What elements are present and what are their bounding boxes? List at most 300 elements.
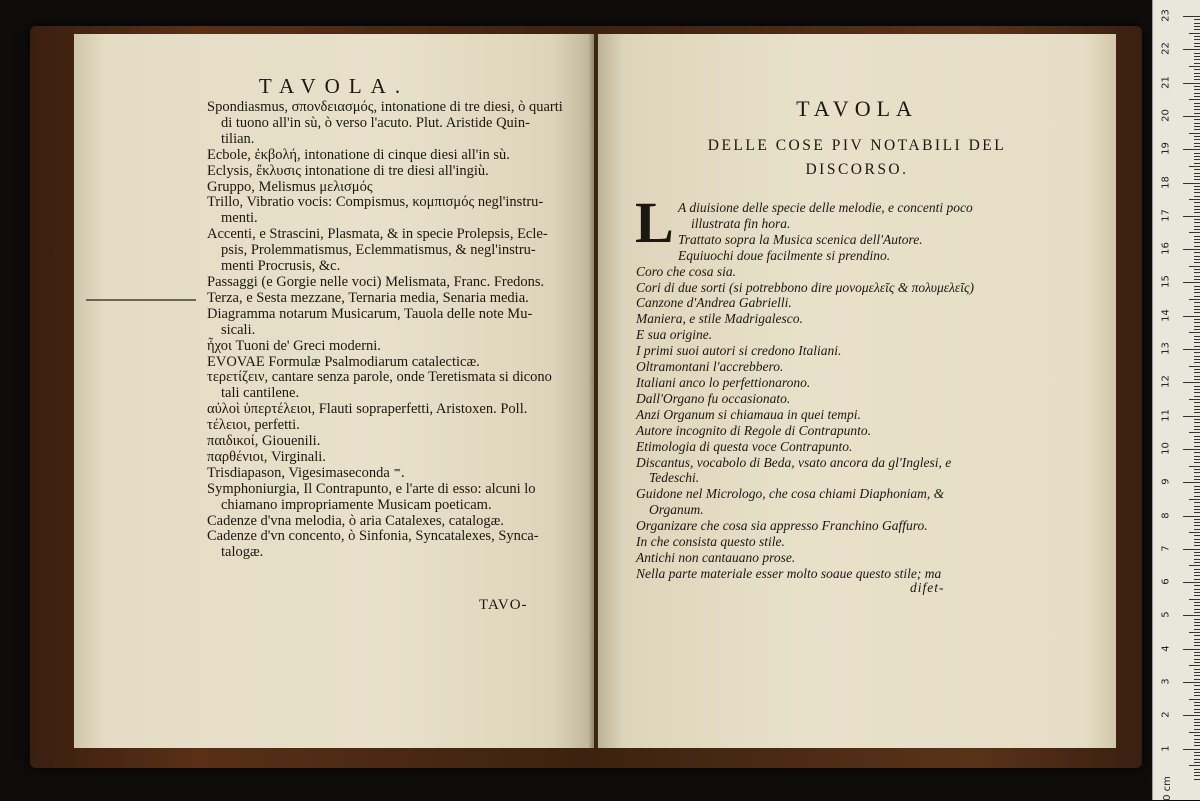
index-entry — [636, 407, 1076, 423]
entry-line: Nella parte materiale esser molto soaue questo stile; ma — [636, 565, 942, 581]
right-title: TAVOLA — [796, 96, 918, 121]
ruler-minor-tick — [1194, 679, 1200, 680]
ruler-minor-tick — [1189, 166, 1200, 167]
ruler-minor-tick — [1194, 113, 1200, 114]
entry-line: Organizare che cosa sia appresso Franchino Gaffuro. — [636, 518, 928, 534]
entry-line: Cori di due sorti (si potrebbono dire μονομελεῖς & πολυμελεῖς) — [636, 279, 974, 295]
ruler-major-tick — [1183, 516, 1200, 517]
entry-line: Spondiasmus, σπονδειασμός, intonatione di tre diesi, ò quarti — [207, 99, 563, 115]
ruler-minor-tick — [1194, 296, 1200, 297]
ruler-major-tick — [1183, 382, 1200, 383]
ruler-minor-tick — [1194, 462, 1200, 463]
ruler-minor-tick — [1194, 509, 1200, 510]
ruler-minor-tick — [1194, 173, 1200, 174]
ruler-number: 3 — [1160, 678, 1172, 685]
entry-line: A diuisione delle specie delle melodie, e concenti poco — [678, 200, 973, 215]
ruler-minor-tick — [1194, 645, 1200, 646]
ruler-minor-tick — [1194, 525, 1200, 526]
ruler-minor-tick — [1189, 665, 1200, 666]
ruler-minor-tick — [1194, 219, 1200, 220]
entry-line: αὐλοὶ ὑπερτέλειοι, Flauti sopraperfetti, Aristoxen. Poll. — [207, 401, 528, 418]
entry-line: Etimologia di questa voce Contrapunto. — [636, 438, 853, 454]
index-entry — [636, 200, 1076, 232]
ruler-minor-tick — [1194, 329, 1200, 330]
ruler-minor-tick — [1194, 759, 1200, 760]
ruler-minor-tick — [1194, 522, 1200, 523]
ruler-number: 22 — [1160, 42, 1172, 56]
entry-line: Cadenze d'vn concento, ò Sinfonia, Syncatalexes, Synca- — [207, 528, 539, 545]
index-entry — [636, 264, 1076, 280]
ruler-number: 23 — [1160, 9, 1172, 22]
ruler-minor-tick — [1194, 735, 1200, 736]
entry-line: illustrata fin hora. — [691, 215, 791, 231]
entry-line: EVOVAE Formulæ Psalmodiarum catalecticæ. — [207, 353, 480, 370]
ruler-minor-tick — [1194, 146, 1200, 147]
ruler-minor-tick — [1194, 555, 1200, 556]
ruler-minor-tick — [1194, 309, 1200, 310]
ruler-minor-tick — [1194, 262, 1200, 263]
ruler-minor-tick — [1194, 29, 1200, 30]
ruler-minor-tick — [1194, 436, 1200, 437]
index-entry — [207, 370, 587, 402]
ruler-minor-tick — [1194, 376, 1200, 377]
ruler-minor-tick — [1194, 103, 1200, 104]
ruler-minor-tick — [1194, 276, 1200, 277]
entry-line: Oltramontani l'accrebbero. — [636, 359, 784, 375]
ruler-number: 1 — [1160, 744, 1172, 752]
entry-line: E sua origine. — [636, 327, 713, 343]
ruler-minor-tick — [1194, 46, 1200, 47]
entry-line: psis, Prolemmatismus, Eclemmatismus, & negl'instru- — [221, 242, 536, 259]
index-entry — [636, 280, 1076, 296]
index-entry — [636, 518, 1076, 534]
entry-line: Trisdiapason, Vigesimaseconda ⁼. — [207, 464, 405, 481]
ruler-minor-tick — [1189, 66, 1200, 67]
entry-line: παρθένιοι, Virginali. — [207, 448, 326, 465]
ruler-minor-tick — [1194, 156, 1200, 157]
ruler-number: 20 — [1160, 109, 1172, 122]
index-entry — [636, 232, 1076, 248]
ruler-minor-tick — [1194, 369, 1200, 370]
entry-line: menti Procrusis, &c. — [221, 258, 341, 275]
ruler-minor-tick — [1194, 169, 1200, 170]
ruler-minor-tick — [1189, 732, 1200, 733]
entry-line: Trattato sopra la Musica scenica dell'Autore. — [678, 231, 923, 247]
ruler-number: 17 — [1160, 208, 1172, 222]
ruler-minor-tick — [1194, 512, 1200, 513]
ruler-minor-tick — [1194, 242, 1200, 243]
ruler-minor-tick — [1194, 535, 1200, 536]
ruler-minor-tick — [1194, 206, 1200, 207]
ruler-number: 2 — [1160, 711, 1172, 718]
ruler-minor-tick — [1194, 659, 1200, 660]
ruler-minor-tick — [1194, 269, 1200, 270]
index-entry — [636, 359, 1076, 375]
entry-line: Guidone nel Micrologo, che cosa chiami Diaphoniam, & — [636, 486, 945, 502]
ruler-minor-tick — [1194, 222, 1200, 223]
ruler-minor-tick — [1194, 406, 1200, 407]
ruler-minor-tick — [1194, 595, 1200, 596]
margin-rule — [86, 299, 196, 301]
ruler-minor-tick — [1189, 599, 1200, 600]
right-subtitle — [598, 134, 1116, 182]
entry-line: τερετίζειν, cantare senza parole, onde Teretismata si dicono — [207, 369, 552, 386]
ruler-minor-tick — [1194, 689, 1200, 690]
ruler-minor-tick — [1194, 559, 1200, 560]
ruler-minor-tick — [1194, 389, 1200, 390]
ruler-minor-tick — [1194, 772, 1200, 773]
ruler-minor-tick — [1194, 452, 1200, 453]
ruler-number: 6 — [1160, 578, 1172, 585]
ruler-minor-tick — [1194, 589, 1200, 590]
ruler-minor-tick — [1194, 729, 1200, 730]
ruler-minor-tick — [1189, 299, 1200, 300]
ruler-minor-tick — [1194, 672, 1200, 673]
index-entry — [207, 307, 587, 339]
ruler-minor-tick — [1194, 189, 1200, 190]
ruler-minor-tick — [1194, 685, 1200, 686]
ruler-minor-tick — [1194, 143, 1200, 144]
ruler-minor-tick — [1194, 542, 1200, 543]
ruler-minor-tick — [1194, 479, 1200, 480]
ruler-minor-tick — [1194, 36, 1200, 37]
ruler-minor-tick — [1194, 442, 1200, 443]
ruler-minor-tick — [1194, 622, 1200, 623]
ruler-minor-tick — [1194, 386, 1200, 387]
ruler-minor-tick — [1194, 202, 1200, 203]
ruler-minor-tick — [1194, 239, 1200, 240]
ruler-minor-tick — [1194, 519, 1200, 520]
ruler-major-tick — [1183, 249, 1200, 250]
entry-line: Symphoniurgia, Il Contrapunto, e l'arte di esso: alcuni lo — [207, 480, 536, 497]
ruler-minor-tick — [1194, 709, 1200, 710]
ruler-minor-tick — [1194, 126, 1200, 127]
ruler-minor-tick — [1194, 496, 1200, 497]
ruler-major-tick — [1183, 649, 1200, 650]
ruler-minor-tick — [1194, 306, 1200, 307]
ruler-minor-tick — [1194, 506, 1200, 507]
ruler-number: 11 — [1160, 408, 1172, 422]
ruler-minor-tick — [1194, 136, 1200, 137]
ruler-number: 5 — [1160, 611, 1172, 619]
ruler-minor-tick — [1194, 19, 1200, 20]
left-index-entries — [207, 100, 587, 561]
entry-line: Passaggi (e Gorgie nelle voci) Melismata, Franc. Fredons. — [207, 273, 545, 290]
ruler-minor-tick — [1194, 669, 1200, 670]
entry-line: Anzi Organum si chiamaua in quei tempi. — [636, 406, 861, 422]
ruler-minor-tick — [1194, 762, 1200, 763]
ruler-major-tick — [1183, 316, 1200, 317]
ruler-number: 15 — [1160, 275, 1172, 289]
index-entry — [636, 311, 1076, 327]
ruler-minor-tick — [1194, 106, 1200, 107]
left-catchword: TAVO- — [479, 597, 528, 613]
ruler-minor-tick — [1194, 612, 1200, 613]
right-catchword: difet- — [910, 580, 945, 595]
ruler-minor-tick — [1194, 259, 1200, 260]
ruler-minor-tick — [1194, 629, 1200, 630]
ruler-minor-tick — [1194, 402, 1200, 403]
ruler-minor-tick — [1194, 446, 1200, 447]
ruler-minor-tick — [1189, 765, 1200, 766]
ruler-minor-tick — [1194, 755, 1200, 756]
ruler-major-tick — [1183, 149, 1200, 150]
ruler-minor-tick — [1194, 119, 1200, 120]
ruler-minor-tick — [1194, 572, 1200, 573]
entry-line: Organum. — [649, 502, 704, 518]
ruler-minor-tick — [1194, 123, 1200, 124]
ruler-minor-tick — [1194, 26, 1200, 27]
ruler-minor-tick — [1194, 79, 1200, 80]
ruler-minor-tick — [1194, 695, 1200, 696]
entry-line: Tedeschi. — [649, 470, 700, 486]
ruler-number: 16 — [1160, 242, 1172, 255]
ruler-minor-tick — [1194, 236, 1200, 237]
ruler-minor-tick — [1194, 569, 1200, 570]
ruler-minor-tick — [1194, 722, 1200, 723]
ruler-minor-tick — [1194, 492, 1200, 493]
ruler-minor-tick — [1194, 579, 1200, 580]
ruler-minor-tick — [1189, 532, 1200, 533]
ruler-minor-tick — [1194, 396, 1200, 397]
ruler-minor-tick — [1194, 592, 1200, 593]
ruler-minor-tick — [1194, 702, 1200, 703]
subtitle-line: DISCORSO. — [805, 161, 909, 178]
index-entry — [207, 466, 587, 482]
index-entry — [636, 343, 1076, 359]
ruler-minor-tick — [1194, 279, 1200, 280]
ruler-minor-tick — [1194, 352, 1200, 353]
ruler-minor-tick — [1194, 639, 1200, 640]
ruler-minor-tick — [1194, 426, 1200, 427]
ruler-minor-tick — [1194, 392, 1200, 393]
ruler-minor-tick — [1194, 179, 1200, 180]
index-entry — [207, 291, 587, 307]
ruler-minor-tick — [1194, 229, 1200, 230]
ruler-minor-tick — [1194, 705, 1200, 706]
right-index-entries — [636, 200, 1076, 582]
entry-line: τέλειοι, perfetti. — [207, 417, 300, 434]
ruler-minor-tick — [1189, 133, 1200, 134]
ruler-number: 19 — [1160, 142, 1172, 156]
entry-line: menti. — [221, 210, 258, 227]
ruler-minor-tick — [1194, 456, 1200, 457]
entry-line: Canzone d'Andrea Gabrielli. — [636, 295, 792, 311]
ruler-minor-tick — [1194, 322, 1200, 323]
ruler-minor-tick — [1194, 209, 1200, 210]
ruler-minor-tick — [1194, 63, 1200, 64]
index-entry — [207, 355, 587, 371]
ruler-minor-tick — [1189, 432, 1200, 433]
entry-line: Antichi non cantauano prose. — [636, 549, 796, 565]
index-entry — [207, 227, 587, 275]
ruler-minor-tick — [1194, 552, 1200, 553]
ruler-minor-tick — [1194, 439, 1200, 440]
entry-line: talogæ. — [221, 544, 264, 561]
ruler-minor-tick — [1194, 372, 1200, 373]
index-entry — [636, 423, 1076, 439]
ruler-minor-tick — [1194, 575, 1200, 576]
ruler-major-tick — [1183, 715, 1200, 716]
entry-line: Italiani anco lo perfettionarono. — [636, 374, 811, 390]
ruler-minor-tick — [1194, 56, 1200, 57]
entry-line: Discantus, vocabolo di Beda, vsato ancora da gl'Inglesi, e — [636, 454, 952, 470]
ruler-minor-tick — [1194, 89, 1200, 90]
ruler-minor-tick — [1194, 486, 1200, 487]
entry-line: sicali. — [221, 321, 256, 338]
index-entry — [636, 486, 1076, 518]
entry-line: Trillo, Vibratio vocis: Compismus, κομπισμός negl'instru- — [207, 194, 544, 211]
ruler-minor-tick — [1194, 212, 1200, 213]
ruler-minor-tick — [1194, 719, 1200, 720]
ruler-minor-tick — [1194, 752, 1200, 753]
ruler-minor-tick — [1194, 619, 1200, 620]
entry-line: παιδικοί, Giouenili. — [207, 433, 321, 450]
ruler-minor-tick — [1194, 459, 1200, 460]
left-running-head: TAVOLA. — [258, 74, 410, 98]
index-entry — [207, 514, 587, 530]
entry-line: Ecbole, ἐκβολή, intonatione di cinque diesi all'in sù. — [207, 146, 510, 163]
index-entry — [636, 391, 1076, 407]
ruler-minor-tick — [1194, 739, 1200, 740]
index-entry — [207, 418, 587, 434]
ruler-minor-tick — [1194, 163, 1200, 164]
ruler-major-tick — [1183, 749, 1200, 750]
drop-cap: L — [635, 190, 674, 255]
ruler-major-tick — [1183, 116, 1200, 117]
index-entry — [207, 339, 587, 355]
ruler-major-tick — [1183, 682, 1200, 683]
entry-line: Cadenze d'vna melodia, ò aria Catalexes, catalogæ. — [207, 512, 504, 529]
ruler-minor-tick — [1194, 652, 1200, 653]
ruler-minor-tick — [1194, 655, 1200, 656]
ruler-minor-tick — [1194, 472, 1200, 473]
ruler-minor-tick — [1194, 476, 1200, 477]
ruler-minor-tick — [1194, 409, 1200, 410]
index-entry — [207, 275, 587, 291]
ruler-minor-tick — [1194, 53, 1200, 54]
index-entry — [636, 295, 1076, 311]
ruler-number: 13 — [1160, 342, 1172, 355]
ruler-minor-tick — [1194, 635, 1200, 636]
ruler-number: 7 — [1160, 545, 1172, 552]
ruler-minor-tick — [1194, 289, 1200, 290]
ruler-minor-tick — [1194, 779, 1200, 780]
ruler-minor-tick — [1194, 422, 1200, 423]
entry-line: Dall'Organo fu occasionato. — [636, 390, 791, 406]
ruler-major-tick — [1183, 582, 1200, 583]
entry-line: tali cantilene. — [221, 385, 300, 402]
index-entry — [636, 248, 1076, 264]
ruler-minor-tick — [1194, 585, 1200, 586]
entry-line: Accenti, e Strascini, Plasmata, & in specie Prolepsis, Ecle- — [207, 226, 548, 243]
ruler-minor-tick — [1194, 109, 1200, 110]
ruler-minor-tick — [1194, 69, 1200, 70]
index-entry — [207, 195, 587, 227]
ruler-minor-tick — [1194, 359, 1200, 360]
index-entry — [207, 100, 587, 148]
ruler-minor-tick — [1189, 366, 1200, 367]
entry-line: Eclysis, ἔκλυσις intonatione di tre diesi all'ingiù. — [207, 162, 489, 179]
ruler-major-tick — [1183, 349, 1200, 350]
entry-line: Terza, e Sesta mezzane, Ternaria media, Senaria media. — [207, 289, 529, 306]
measurement-ruler — [1152, 0, 1200, 800]
ruler-minor-tick — [1189, 399, 1200, 400]
ruler-minor-tick — [1194, 379, 1200, 380]
ruler-minor-tick — [1189, 632, 1200, 633]
ruler-minor-tick — [1189, 565, 1200, 566]
ruler-minor-tick — [1189, 232, 1200, 233]
ruler-minor-tick — [1189, 332, 1200, 333]
subtitle-line: DELLE COSE PIV NOTABILI DEL — [707, 137, 1007, 154]
index-entry — [207, 180, 587, 196]
ruler-minor-tick — [1189, 466, 1200, 467]
ruler-minor-tick — [1194, 336, 1200, 337]
ruler-minor-tick — [1194, 342, 1200, 343]
ruler-minor-tick — [1194, 562, 1200, 563]
ruler-minor-tick — [1194, 252, 1200, 253]
ruler-minor-tick — [1194, 226, 1200, 227]
entry-line: Autore incognito di Regole di Contrapunto. — [636, 422, 871, 438]
ruler-minor-tick — [1194, 742, 1200, 743]
index-entry — [207, 482, 587, 514]
index-entry — [636, 455, 1076, 487]
ruler-minor-tick — [1194, 469, 1200, 470]
ruler-minor-tick — [1194, 312, 1200, 313]
ruler-minor-tick — [1189, 199, 1200, 200]
ruler-minor-tick — [1194, 196, 1200, 197]
ruler-minor-tick — [1189, 99, 1200, 100]
ruler-unit-label: 0 cm — [1161, 776, 1173, 801]
ruler-major-tick — [1183, 449, 1200, 450]
ruler-minor-tick — [1194, 625, 1200, 626]
ruler-minor-tick — [1194, 725, 1200, 726]
ruler-minor-tick — [1194, 775, 1200, 776]
ruler-major-tick — [1183, 183, 1200, 184]
ruler-minor-tick — [1194, 745, 1200, 746]
entry-line: tilian. — [221, 130, 255, 147]
ruler-minor-tick — [1194, 419, 1200, 420]
ruler-major-tick — [1183, 16, 1200, 17]
ruler-minor-tick — [1194, 356, 1200, 357]
ruler-major-tick — [1183, 482, 1200, 483]
index-entry — [636, 375, 1076, 391]
index-entry — [207, 434, 587, 450]
ruler-number: 14 — [1160, 308, 1172, 322]
ruler-number: 12 — [1160, 375, 1172, 389]
ruler-minor-tick — [1194, 319, 1200, 320]
ruler-minor-tick — [1189, 266, 1200, 267]
entry-line: chiamano impropriamente Musicam poeticam. — [221, 496, 492, 513]
index-entry — [636, 566, 1076, 582]
ruler-minor-tick — [1194, 489, 1200, 490]
ruler-minor-tick — [1189, 699, 1200, 700]
ruler-minor-tick — [1194, 246, 1200, 247]
index-entry — [207, 164, 587, 180]
ruler-major-tick — [1183, 549, 1200, 550]
ruler-minor-tick — [1194, 76, 1200, 77]
ruler-minor-tick — [1194, 139, 1200, 140]
ruler-minor-tick — [1194, 502, 1200, 503]
ruler-minor-tick — [1194, 769, 1200, 770]
entry-line: Coro che cosa sia. — [636, 263, 736, 279]
ruler-minor-tick — [1194, 529, 1200, 530]
ruler-minor-tick — [1194, 539, 1200, 540]
ruler-minor-tick — [1194, 302, 1200, 303]
ruler-number: 8 — [1160, 511, 1172, 519]
ruler-minor-tick — [1194, 662, 1200, 663]
ruler-minor-tick — [1194, 129, 1200, 130]
